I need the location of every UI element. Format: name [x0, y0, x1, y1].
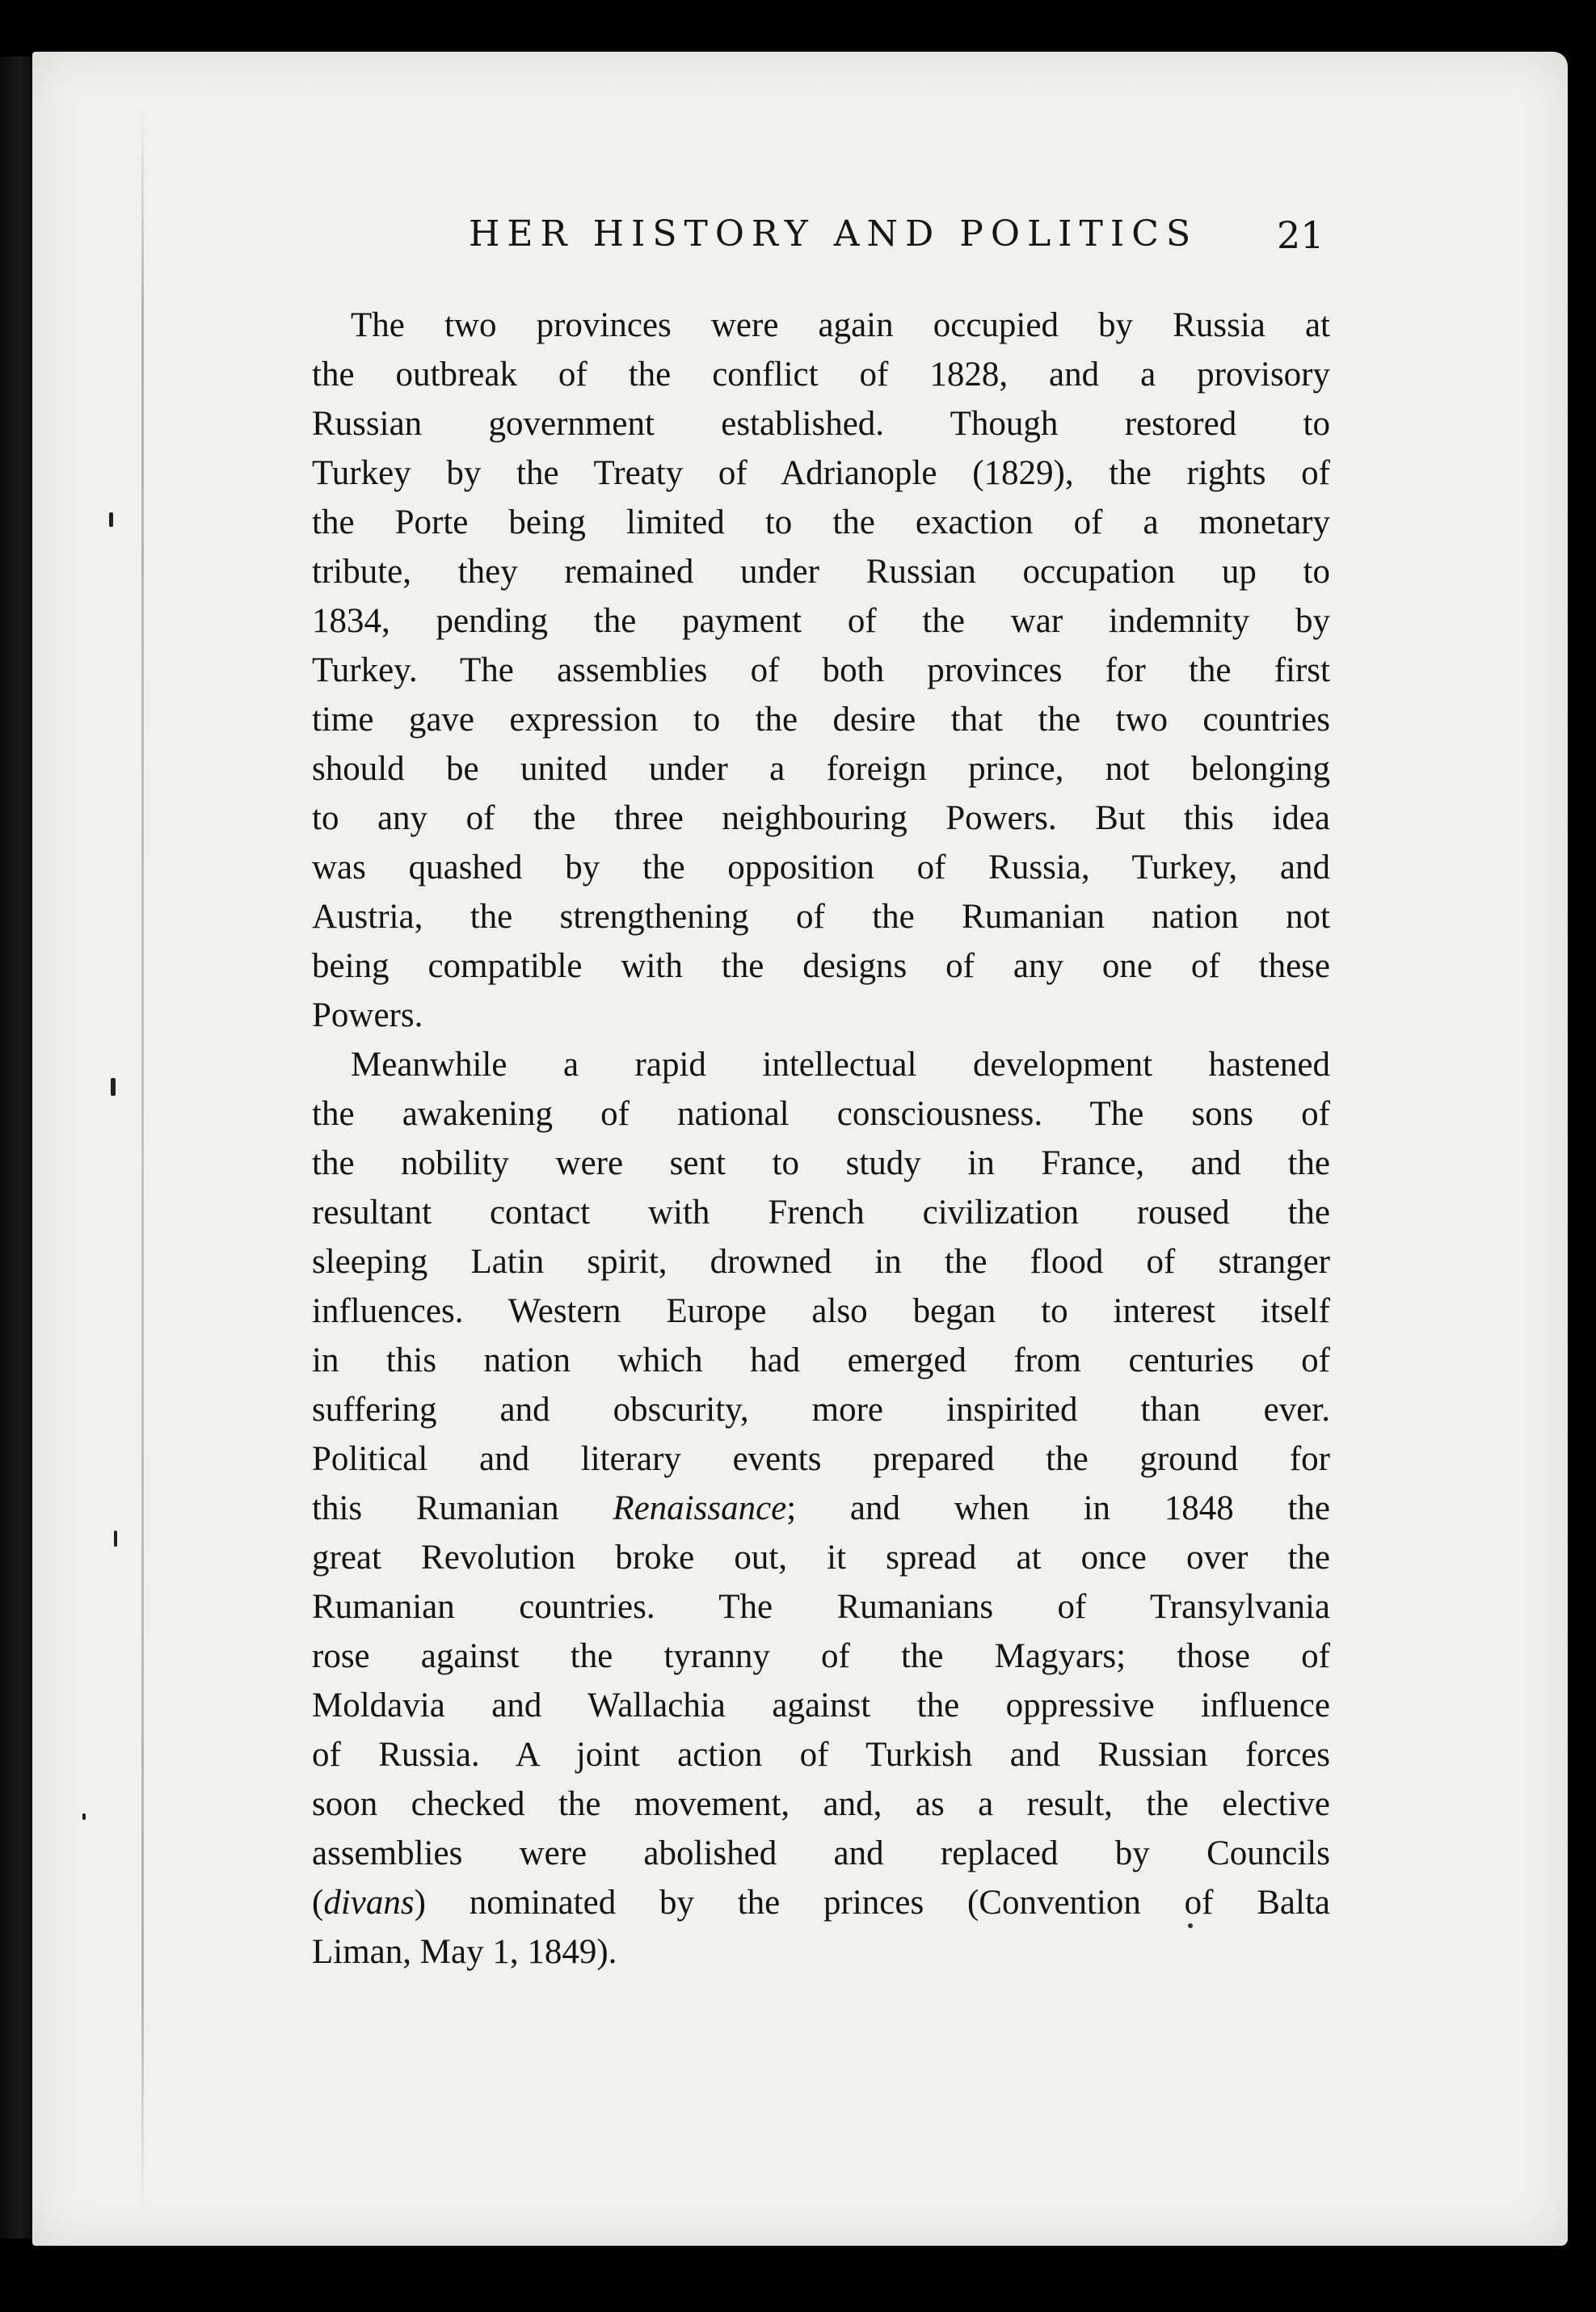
text-line: in this nation which had emerged from centuries of: [312, 1341, 1330, 1379]
margin-mark: [111, 1078, 116, 1096]
text-run: (: [312, 1884, 324, 1922]
margin-mark: [114, 1531, 117, 1547]
text-line: the nobility were sent to study in France, and the: [312, 1144, 1330, 1182]
italic-term: divans: [323, 1884, 415, 1922]
text-line: time gave expression to the desire that the two countries: [312, 701, 1330, 739]
paragraph: [312, 1040, 1330, 1977]
text-line: the outbreak of the conflict of 1828, and a provisory: [312, 356, 1330, 394]
text-line: the awakening of national consciousness. The sons of: [312, 1095, 1330, 1133]
text-line: rose against the tyranny of the Magyars; those of: [312, 1637, 1330, 1675]
text-line: sleeping Latin spirit, drowned in the flood of stranger: [312, 1243, 1330, 1281]
paragraph: [312, 301, 1330, 1040]
text-line: suffering and obscurity, more inspirited than ever.: [312, 1391, 1330, 1429]
text-line: great Revolution broke out, it spread at once over the: [312, 1539, 1330, 1577]
page-body-text: [312, 301, 1330, 1977]
text-line: assemblies were abolished and replaced by Councils: [312, 1834, 1330, 1872]
book-spine-shadow: [0, 57, 32, 2238]
text-line: Austria, the strengthening of the Rumanian nation not: [312, 898, 1330, 936]
text-line: tribute, they remained under Russian occupation up to: [312, 553, 1330, 591]
text-line: resultant contact with French civilization roused the: [312, 1194, 1330, 1232]
book-page: [32, 52, 1568, 2246]
running-head: HER HISTORY AND POLITICS: [469, 213, 1198, 255]
text-line: Meanwhile a rapid intellectual development hastened: [351, 1046, 1330, 1084]
text-line: Rumanian countries. The Rumanians of Transylvania: [312, 1588, 1330, 1626]
text-line: soon checked the movement, and, as a result, the elective: [312, 1785, 1330, 1823]
text-line: Political and literary events prepared the ground for: [312, 1440, 1330, 1478]
text-line: to any of the three neighbouring Powers. But this idea: [312, 799, 1330, 837]
text-run: ; and when in 1848 the: [786, 1489, 1330, 1527]
text-line: being compatible with the designs of any one of these: [312, 947, 1330, 985]
text-line: influences. Western Europe also began to interest itself: [312, 1292, 1330, 1330]
text-line: Russian government established. Though restored to: [312, 405, 1330, 443]
italic-term: Renaissance: [613, 1489, 787, 1527]
margin-mark: [109, 512, 113, 527]
page-number: 21: [1277, 213, 1324, 257]
text-line: Moldavia and Wallachia against the oppressive influence: [312, 1687, 1330, 1725]
text-line: 1834, pending the payment of the war indemnity by: [312, 602, 1330, 640]
scan-bottom-border: [0, 2246, 1596, 2312]
text-line: should be united under a foreign prince, not belonging: [312, 750, 1330, 788]
ink-speck: [1188, 1923, 1193, 1928]
text-line: The two provinces were again occupied by Russia at: [351, 306, 1330, 344]
page-fold-line: [141, 108, 144, 2209]
text-line: [312, 1484, 1330, 1533]
text-line: of Russia. A joint action of Turkish and Russian forces: [312, 1736, 1330, 1774]
margin-mark: [82, 1813, 86, 1820]
text-line: [312, 1878, 1330, 1927]
text-run: this Rumanian: [312, 1489, 559, 1527]
text-line: Turkey. The assemblies of both provinces for the first: [312, 651, 1330, 689]
text-line: was quashed by the opposition of Russia, Turkey, and: [312, 849, 1330, 886]
text-line: Liman, May 1, 1849).: [312, 1933, 617, 1971]
text-run: ) nominated by the princes (Convention of Balta: [414, 1884, 1330, 1922]
text-line: Turkey by the Treaty of Adrianople (1829), the rights of: [312, 454, 1330, 492]
text-line: Powers.: [312, 996, 423, 1034]
text-line: the Porte being limited to the exaction of a monetary: [312, 503, 1330, 541]
